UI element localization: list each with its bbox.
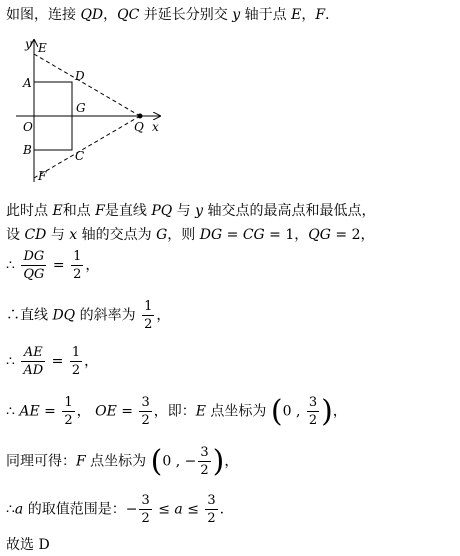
- right-paren: ): [212, 444, 225, 479]
- frac-num: 1: [73, 249, 82, 264]
- frac-num: 3: [308, 395, 318, 410]
- label-a: A: [23, 76, 32, 90]
- step1-end: ，: [85, 257, 100, 274]
- para1-a: 此时点: [6, 203, 53, 219]
- fraction-three-halves: [139, 396, 151, 427]
- left-paren: (: [150, 444, 163, 479]
- frac-den: 2: [207, 511, 216, 526]
- label-c: C: [75, 149, 85, 163]
- step2-line: [6, 300, 170, 331]
- intro-prefix: 如图，连接: [6, 7, 81, 23]
- label-o: O: [23, 120, 33, 134]
- fraction-three-halves: [198, 446, 210, 477]
- label-d: D: [75, 69, 85, 83]
- geometry-figure: [10, 34, 180, 184]
- para2-g: G: [156, 227, 168, 243]
- right-paren: ): [321, 394, 333, 429]
- para1-d: 与: [172, 203, 196, 219]
- therefore-symbol: ∴: [6, 257, 15, 274]
- step2-dq: DQ: [52, 307, 76, 324]
- frac-den: QG: [23, 267, 45, 282]
- equals: =: [47, 353, 68, 370]
- answer-line: 故选 D: [6, 537, 50, 553]
- intro-e: E: [291, 7, 302, 23]
- frac-den: 2: [141, 511, 150, 526]
- intro-y: y: [232, 7, 241, 23]
- para2-cd: CD: [24, 227, 47, 243]
- step4-txt: 点坐标为: [205, 403, 271, 420]
- left-paren: (: [270, 394, 283, 429]
- para2-c: 轴的交点为: [77, 227, 157, 243]
- fraction-half: [71, 250, 83, 281]
- step5-end: ，: [224, 453, 239, 470]
- coord-x: 0: [162, 453, 172, 470]
- para2-line: [6, 224, 374, 244]
- intro-line: [6, 4, 330, 24]
- frac-den: 2: [73, 267, 82, 282]
- intro-qd: QD: [80, 7, 104, 23]
- label-f: F: [38, 169, 47, 183]
- intro-qc: QC: [117, 7, 140, 23]
- label-b: B: [23, 143, 32, 157]
- frac-num: 1: [64, 395, 73, 410]
- para1-pq: PQ: [151, 203, 173, 219]
- therefore-symbol: ∴: [6, 501, 15, 518]
- step5-f: F: [76, 453, 86, 470]
- para2-f: = 1，: [264, 227, 309, 243]
- step2-a: 直线: [20, 307, 53, 324]
- frac-den: 2: [144, 317, 153, 332]
- fraction-dg-qg: [21, 250, 46, 281]
- fraction-three-halves: [307, 396, 319, 427]
- step6-a-var: a: [14, 501, 24, 518]
- para1-y: y: [195, 203, 204, 219]
- step5-b: 点坐标为: [85, 453, 151, 470]
- para2-dg: DG: [199, 227, 223, 243]
- para1-b: 和点: [62, 203, 96, 219]
- step6-a-var2: a: [174, 501, 183, 518]
- step3-line: [6, 346, 98, 377]
- para1-e: E: [52, 203, 63, 219]
- fraction-half: [62, 396, 74, 427]
- step3-end: ，: [84, 353, 99, 370]
- para1-f: F: [95, 203, 105, 219]
- line-eq: [34, 54, 140, 116]
- leq-sign: ≤: [182, 501, 204, 518]
- fraction-ae-ad: [21, 346, 45, 377]
- therefore-symbol: ∴: [6, 353, 15, 370]
- line-fq: [34, 116, 140, 178]
- frac-num: 3: [200, 445, 209, 460]
- fraction-half: [70, 346, 82, 377]
- step6-end: .: [219, 501, 225, 518]
- frac-den: 2: [71, 363, 81, 378]
- para1-c: 是直线: [104, 203, 152, 219]
- equals: =: [39, 403, 61, 420]
- step6-a: 的取值范围是：: [23, 501, 126, 518]
- para2-b: 与: [46, 227, 70, 243]
- label-x: x: [152, 120, 159, 134]
- point-q: [138, 114, 143, 119]
- step6-line: [6, 494, 224, 525]
- frac-den: 2: [308, 413, 318, 428]
- coord-x: 0: [282, 403, 292, 420]
- frac-num: AE: [23, 345, 43, 360]
- fraction-three-halves: [139, 494, 151, 525]
- step4-e: E: [195, 403, 206, 420]
- equals: =: [116, 403, 138, 420]
- step4-oe: OE: [95, 403, 117, 420]
- label-e: E: [38, 41, 47, 55]
- minus-sign: −: [125, 501, 138, 518]
- intro-end: .: [325, 7, 330, 23]
- therefore-symbol: ∴: [6, 307, 20, 324]
- step4-line: [6, 394, 347, 429]
- para2-qg: QG: [308, 227, 331, 243]
- therefore-symbol: ∴: [6, 403, 15, 420]
- label-y: y: [25, 37, 32, 51]
- equals: =: [48, 257, 70, 274]
- coord-comma: ,: [291, 403, 305, 420]
- para2-x: x: [69, 227, 78, 243]
- frac-den: AD: [23, 363, 44, 378]
- step2-end: ，: [156, 307, 171, 324]
- intro-sep1: ，: [103, 7, 118, 23]
- para2-a: 设: [6, 227, 25, 243]
- step4-mid: ，即：: [153, 403, 196, 420]
- leq-sign: ≤: [153, 501, 175, 518]
- intro-mid: 并延长分别交: [139, 7, 233, 23]
- frac-num: 3: [207, 493, 216, 508]
- para2-g2: = 2，: [330, 227, 375, 243]
- label-g: G: [76, 101, 86, 115]
- intro-suffix: 轴于点: [240, 7, 292, 23]
- frac-num: 3: [141, 395, 150, 410]
- step1-line: [6, 250, 99, 281]
- frac-num: 1: [144, 299, 153, 314]
- step4-ae: AE: [19, 403, 40, 420]
- fraction-half: [142, 300, 154, 331]
- para1-e2: 轴交点的最高点和最低点，: [203, 203, 376, 219]
- step5-line: [6, 444, 238, 479]
- para2-cg: CG: [242, 227, 265, 243]
- frac-den: 2: [141, 413, 150, 428]
- frac-num: 3: [141, 493, 150, 508]
- frac-den: 2: [200, 463, 209, 478]
- intro-f: F: [315, 7, 326, 23]
- intro-sep2: ，: [301, 7, 316, 23]
- coord-comma: , −: [171, 453, 197, 470]
- step5-a: 同理可得：: [6, 453, 76, 470]
- para2-d: ，则: [167, 227, 200, 243]
- fraction-three-halves: [205, 494, 217, 525]
- para2-e: =: [222, 227, 243, 243]
- frac-den: 2: [64, 413, 73, 428]
- step2-b: 的斜率为: [75, 307, 141, 324]
- frac-num: 1: [71, 345, 81, 360]
- frac-num: DG: [23, 249, 45, 264]
- step4-sep: ，: [76, 403, 91, 420]
- step4-end: ，: [332, 403, 347, 420]
- label-q: Q: [134, 120, 144, 134]
- para1-line: [6, 200, 376, 220]
